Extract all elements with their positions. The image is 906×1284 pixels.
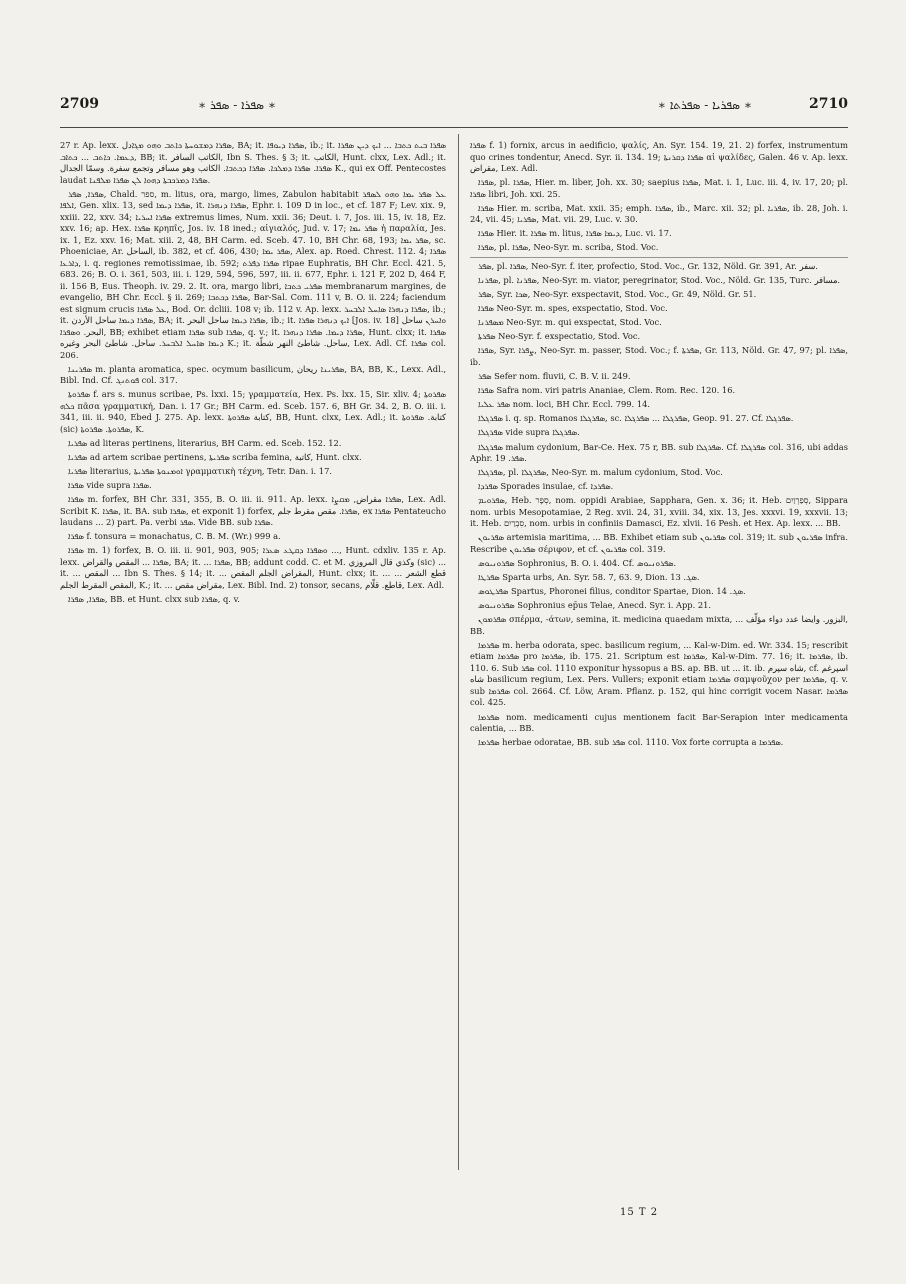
dictionary-entry: ܣܦܪܝܐ ad artem scribae pertinens, ܣܦܪܝܬܐ scriba femina, كاتبة, Hunt. clxx.: [68, 451, 362, 462]
dictionary-entry: ܣܦܪܐ Hier. m. scriba, Mat. xxii. 35; emph. ܣܦܪܐ, ib., Marc. xii. 32; pl. ܣܦܪܝܐ, ib. 28, Joh. i. 24, vii. 45; ܣܦܪܝܐ, Mat. vii. 29, Luc. v. 30.: [470, 202, 848, 225]
header-rule: [60, 127, 848, 128]
left-column: [60, 140, 446, 608]
dictionary-entry: ܣܦܪܛܘܣ Spartus, Phoronei filius, conditor Spartae, Dion. ܣܓ. 14.: [478, 586, 746, 597]
left-page-number: 2709: [60, 96, 99, 112]
dictionary-entry: ܣܦܪܝܐ ad literas pertinens, literarius, BH Carm. ed. Sceb. 152. 12.: [68, 437, 342, 448]
dictionary-entry: ܣܦܪܐ vide supra ܣܦܪܐ.: [68, 480, 152, 491]
dictionary-entry: ܣܦܪܝܘܢ artemisia maritima, ... BB. Exhibet etiam sub ܣܦܪܝܘܢ col. 319; it. sub ܣܦܪܝܘܢ infra. Rescribe ܣܦܪܝܘܢ σέριφον, et cf. ܣܦܪܝܘܢ col. 319.: [470, 532, 848, 554]
dictionary-entry: ܣܦܪܐ, ܣܦܪ, Chald. ספר, m. litus, ora, margo, limes, Zabulon habitabit ܥܠ ܣܦܪ ܝܡܐ ܘܗܘ ܠܣܦܪ ܐܠܦܐ, Gen. xlix. 13, sed ܣܦܪܐ ܕܝܡܐ, it. ܣܦܪܐ ܕܢܗܪܐ, Ephr. i. 109 D in loc., et cf. 187 F; Lev. xix. 9, xxiii. 22, xxv. 34; ܣܦܪܐ ܐܚܪܝܐ extremus limes, Num. xxii. 36; Deut. i. 7, Jos. iii. 15, iv. 18, Ez. xxv. 16; ap. Hex. ܣܦܪܐ κρηπῖς, Jos. iv. 18 ined.; αἰγιαλός, Jud. v. 17; ܣܦܪ ܝܡܐ ἡ παραλία, Jes. ix. 1, Ez. xxv. 16; Mat. xiii. 2, 48, BH Carm. ed. Sceb. 47. 10, BH Chr. 68, 193; ܣܦܪ ܝܡܐ, sc. Phoeniciae, Ar. الساحل, ib. 382, et cf. 406, 430; ܣܦܪ ܝܡܐ, Alex. ap. Roed. Chrest. 112. 4; ܣܦܪܐ ܕܐܪܥܐ, i. q. regiones remotissimae, ib. 592; ܣܦܪܐ ܕܦܪܬ ripae Euphratis, BH Chr. Eccl. 421. 5, 683. 26; B. O. i. 361, 503, iii. i. 129, 594, 596, 597, iii. ii. 677, Ephr. i. 121 F, 202 D, 464 F, ii. 156 B, Eus. Theoph. iv. 29. 2. It. ora, margo libri, ܣܦܪܝ ܟܬܒܐ membranarum margines, de evangelio, BH Chr. Eccl. § ii. 269; ܣܦܪܐ ܕܟܬܒܐ, Bar-Sal. Com. 111 v, B. O. ii. 224; faciendum est signum crucis ܥܠ ܣܦܪܐ, Bod. Or. dcliii. 108 v; ib. 112 v. Ap. lexx. ܣܦܪܐ ܕܢܗܪܐ ܣܐܚܠ ܐܠܒܚܪ, ib.; it. ܣܦܪܐ ܕܝܡܐ ساحل الأردن, BA; it. ܣܦܪܐ ܕܝܡܐ ساحل البحر, ib.; it. ܐܝܟ ܕܢܗܪܐ ܣܦܪܐ [Jos. iv. 18] ܘܐܚܪܢ ساحل البحر. ܘܣܦܪܐ, BB; exhibet etiam ܣܦܪܐ sub ܣܦܪܐ, q. v.; it. ܣܦܪܐ ܕܝܡܐ. ܣܦܪܐ ܕܢܗܪܐ, Hunt. clxx; it. ܣܦܪܐ ܕܝܡܐ ܣܐܚܠ ܐܠܒܚܪ. ساحل. شاطئ البحر وغيره K.; it. ساحل. شاطئ النهر شطّة, Lex. Adl. Cf. ܣܦܪܐ col. 206.: [60, 188, 447, 360]
dictionary-entry: ܣܦܪܘܢܝܘܣ Sophronius, B. O. i. 404. Cf. ܣܦܪܘܢܝܘܣ.: [478, 557, 677, 568]
dictionary-entry: ܣܦܪܘܢܝܘܣ Sophronius ep̄us Telae, Anecd. Syr. i. App. 21.: [478, 600, 712, 611]
dictionary-entry: ܣܦܪ Sefer nom. fluvii, C. B. V. ii. 249.: [478, 371, 631, 382]
dictionary-entry: ܣܦܪܕܐ Sporades insulae, cf. ܣܦܪܕܐ.: [478, 481, 614, 492]
right-running-head: ∗ ܣܦܪܝܐ - ܣܦܪܬܐ ∗: [657, 98, 752, 112]
dictionary-entry: ܣܦܪܡܐ herbae odoratae, BB. sub ܣܦܪ col. 1110. Vox forte corrupta a ܣܦܪܡܐ.: [478, 737, 784, 748]
dictionary-entry: ܣܦܪܐ Hier. it. ܣܦܪܐ m. litus, ܕܝܡܐ ܣܦܪܐ, Luc. vi. 17.: [478, 228, 672, 239]
dictionary-entry: ܣܦܪ ܥܠܝܐ nom. loci, BH Chr. Eccl. 799. 14.: [478, 399, 651, 410]
dictionary-entry: ܣܦܪ, Syr. ܣܟܐ, Neo-Syr. exspectavit, Stod. Voc., Gr. 49, Nöld. Gr. 51.: [478, 289, 757, 300]
dictionary-entry: ܣܦܪܡܐ nom. medicamenti cujus mentionem facit Bar-Serapion inter medicamenta calentia, ... BB.: [470, 711, 848, 734]
dictionary-entry: ܣܦܪܛܐ Sparta urbs, An. Syr. 58. 7, 63. 9, Dion. ܣܓ. 13.: [478, 572, 700, 583]
signature-mark: 15 T 2: [620, 1207, 659, 1218]
dictionary-entry: 27 r. Ap. lexx. ܣܦܪܐ ܕܡܫܘܚܬܐ ܟܐܬܒ ܘܗܘ ܡܓܐدل, BA; it. ܣܦܪܐ ܕܝܘܦܐ, ib.; it. ܣܦܪܐ ܒܝܬ ܟܬܒܐ ... ܐܝܟ ܕܝܢ ܣܦܪܐ ܕܥܡܐ. ܟܐܬܒ ... ܟܬܐܒ, BB; it. الكاتب السافر, Ibn S. Thes. § 3; it. الكاتب, Hunt. clxx, Lex. Adl.; it. ܣܦܪܐ. ܣܦܪܐ ܕܡܠܟܐ. ܣܦܪܐ ܕܟܬܒܐ. الكاتب وهو مسافر وتجمع سفرة. وسمّا الجدال K., qui ex Off. Pentecostes laudat ܣܦܪܐ ܕܡܪܟܒܬܐ ܕܗܘܐ ܠܢ ܣܦܪܐ ܡܠܦܢܐ.: [60, 140, 447, 185]
dictionary-entry: ܡܣܦܪܢܐ Neo-Syr. m. qui exspectat, Stod. Voc.: [478, 317, 662, 328]
dictionary-entry: ܣܦܪܡܘܢ σπέρμα, -άτων, semina, it. medicina quaedam mixta, ... البزور. وايضا عدد دواء مؤلّف, BB.: [470, 614, 848, 636]
dictionary-entry: ܣܦܪܐ f. 1) fornix, arcus in aedificio, ψαλίς, An. Syr. 154. 19, 21. 2) forfex, instrumentum quo crines tondentur, Anecd. Syr. ii. 134. 19; ܣܦܪܐ ܕܩܪܢܬܐ αἱ ψαλίδες, Galen. 46 v. Ap. lexx. مقراض, Lex. Adl.: [470, 140, 849, 173]
dictionary-entry: ܣܦܪܝܢܐ m. planta aromatica, spec. ocymum basilicum, ܣܦܪܝܢܐ ريحان, BA, BB, K., Lexx. Adl., Bibl. Ind. Cf. ܦܘܬܢܓ col. 317.: [60, 363, 446, 386]
dictionary-entry: ܣܦܪܓܠܐ i. q. sp. Romanos ܣܦܪܓܠܐ, sc. ܣܦܪܓܠܐ ... ܣܦܪܓܠܐ, Geop. 91. 27. Cf. ܣܦܪܓܠܐ.: [478, 413, 794, 424]
dictionary-entry: ܣܦܪܐ f. tonsura = monachatus, C. B. M. (Wr.) 999 a.: [68, 531, 281, 542]
dictionary-entry: ܣܦܪܐ, pl. ܣܦܪܐ, Neo-Syr. m. scriba, Stod. Voc.: [478, 242, 659, 253]
page-header: [60, 96, 848, 126]
dictionary-entry: ܣܦܪܐ Neo-Syr. m. spes, exspectatio, Stod. Voc.: [478, 303, 668, 314]
dictionary-entry: ܣܦܪܐ, ܣܦܪܐ, BB. et Hunt. clxx sub ܣܦܪܐ, q. v.: [68, 594, 240, 605]
dictionary-entry: ܣܦܪ, pl. ܣܦܪܐ, Neo-Syr. f. iter, profectio, Stod. Voc., Gr. 132, Nöld. Gr. 391, Ar. سفر.: [470, 257, 848, 273]
dictionary-entry: ܣܦܪܡܐ m. herba odorata, spec. basilicum regium, ... Kal-w-Dim. ed. Wr. 334. 15; rescribit etiam ܣܦܪܡܐ pro ܣܦܪܡܐ, ib. 175. 21. Scriptum est ܣܦܪܡܐ, Kal-w-Dim. 77. 16; it. ܣܦܪܡܐ, ib. 110. 6. Sub ܣܦܪ col. 1110 exponitur hyssopus a BS. ap. BB. ut ... it. ib. شاه سپرم, cf. اسپرغم شاه basilicum regium, Lex. Pers. Vullers; exponit etiam ܣܦܪܡܐ σαμψοῦχον per ܣܦܪܡܐ, q. v. sub ܣܦܪܡܐ col. 2664. Cf. Löw, Aram. Pflanz. p. 152, qui hinc corrigit vocem Nasar. ܣܦܪܡܐ col. 425.: [470, 639, 848, 708]
dictionary-entry: ܣܦܪܐ, pl. ܣܦܪܐ, Hier. m. liber, Joh. xx. 30; saepius ܣܦܪܐ, Mat. i. 1, Luc. iii. 4, iv. 17, 20; pl. ܣܦܪܐ libri, Joh. xxi. 25.: [470, 177, 848, 199]
column-divider: [458, 134, 459, 1170]
dictionary-entry: ܣܦܪܓܠܐ vide supra ܣܦܪܓܠܐ.: [478, 427, 580, 438]
right-page-number: 2710: [809, 96, 848, 112]
right-column: [470, 140, 848, 751]
left-running-head: ∗ ܣܦܪܐ - ܣܦܪ ∗: [198, 98, 276, 112]
dictionary-entry: ܣܦܪܐ m. 1) forfex, B. O. iii. ii. 901, 903, 905; ܘܣܦܪܐ ܕܩܛܥ ܣܥܪܐ ..., Hunt. cdxliv. 135 r. Ap. lexx. ܣܦܪܐ ... المقص والقراض, BA; it. ... ܣܦܪܐ, BB; addunt codd. C. et M. وكذي قال المروزي (sic) ... it. ... المقص ... Ibn S. Thes. § 14; it. ... المقراض الجلم المقص, Hunt. clxx; it. ... قطع الشعر ... المقص المقرط الجلم, K.; it. ... مقراض مقص, Lex. Bibl. Ind. 2) tonsor, secans, قاطع. قلّام, Lex. Adl.: [60, 545, 447, 590]
dictionary-entry: ܣܦܪܐ m. forfex, BH Chr. 331, 355, B. O. iii. ii. 911. Ap. lexx. ܣܦܪܐ مقراض, ܡܩܨܐ, Lex. Adl. Scribit K. ܣܦܪܐ, it. BA. sub ܣܦܪܐ, et exponit 1) forfex, ܣܦܪܐ. مقص مقرط جلم, ex ܣܦܪܐ Pentateucho laudans ... 2) part. Pa. verbi ܣܦܪ. Vide BB. sub ܣܦܪܐ.: [60, 494, 446, 528]
dictionary-entry: ܣܦܪܓܠܐ malum cydonium, Bar-Ce. Hex. 75 r, BB. sub ܣܦܪܓܠܐ. Cf. ܣܦܪܓܠܐ col. 316, ubi addas Aphr. ܣܦܪ. 19.: [470, 441, 848, 463]
dictionary-entry: ܣܦܪܝܐ literarius, ܐܘܡܢܘܬܐ ܣܦܪܝܬܐ γραμματικὴ τέχνη, Tetr. Dan. i. 17.: [68, 466, 332, 477]
dictionary-entry: ܣܦܪܬܐ Neo-Syr. f. exspectatio, Stod. Voc.: [478, 331, 641, 342]
dictionary-entry: ܣܦܪܐ Safra nom. viri patris Ananiae, Clem. Rom. Rec. 120. 16.: [478, 385, 736, 396]
dictionary-entry: ܣܦܪܘܝܡ, Heb. סְפָר, nom. oppidi Arabiae, Sapphara, Gen. x. 36; it. Heb. סְפַרְוַיִם, Sippara nom. urbis Mesopotamiae, 2 Reg. xvii. 24, 31, xviii. 34, xix. 13, Jes. xxxvi. 19, xxxvii. 13; it. Heb. סִבְרַיִם, nom. urbis in confiniis Damasci, Ez. xlvii. 16 Pesh. et Hex. Ap. lexx. ... BB.: [470, 495, 848, 529]
dictionary-entry: ܣܦܪܐ, Syr. ܨܦܪܐ, Neo-Syr. m. passer, Stod. Voc.; f. ܣܦܪܬܐ, Gr. 113, Nöld. Gr. 47, 97; pl. ܣܦܪܐ, ib.: [470, 345, 848, 367]
dictionary-entry: ܣܦܪܘܬܐ f. ars s. munus scribae, Ps. lxxi. 15; γραμματεία, Hex. Ps. lxx. 15, Sir. xliv. 4; ܣܦܪܘܬܐ ܟܠܗ πᾶσα γραμματική, Dan. i. 17 Gr.; BH Carm. ed. Sceb. 157. 6, BH Gr. 34. 2, B. O. iii. i. 341, iii. ii. 940, Ebed J. 275. Ap. lexx. كتابة ܣܦܪܘܬܐ, BB, Hunt. clxx, Lex. Adl.; it. كتابة. ܣܦܪܘܬܐ (sic) ܣܦܪܘܬܐ. ܣܦܪܘܬܐ, K.: [60, 389, 447, 434]
dictionary-entry: ܣܦܪܢܐ, pl. ܣܦܪܢܐ, Neo-Syr. m. viator, peregrinator, Stod. Voc., Nöld. Gr. 135, Turc. مسافر.: [478, 274, 841, 285]
dictionary-entry: ܣܦܪܓܠܐ, pl. ܣܦܪܓܠܐ, Neo-Syr. m. malum cydonium, Stod. Voc.: [478, 467, 723, 478]
